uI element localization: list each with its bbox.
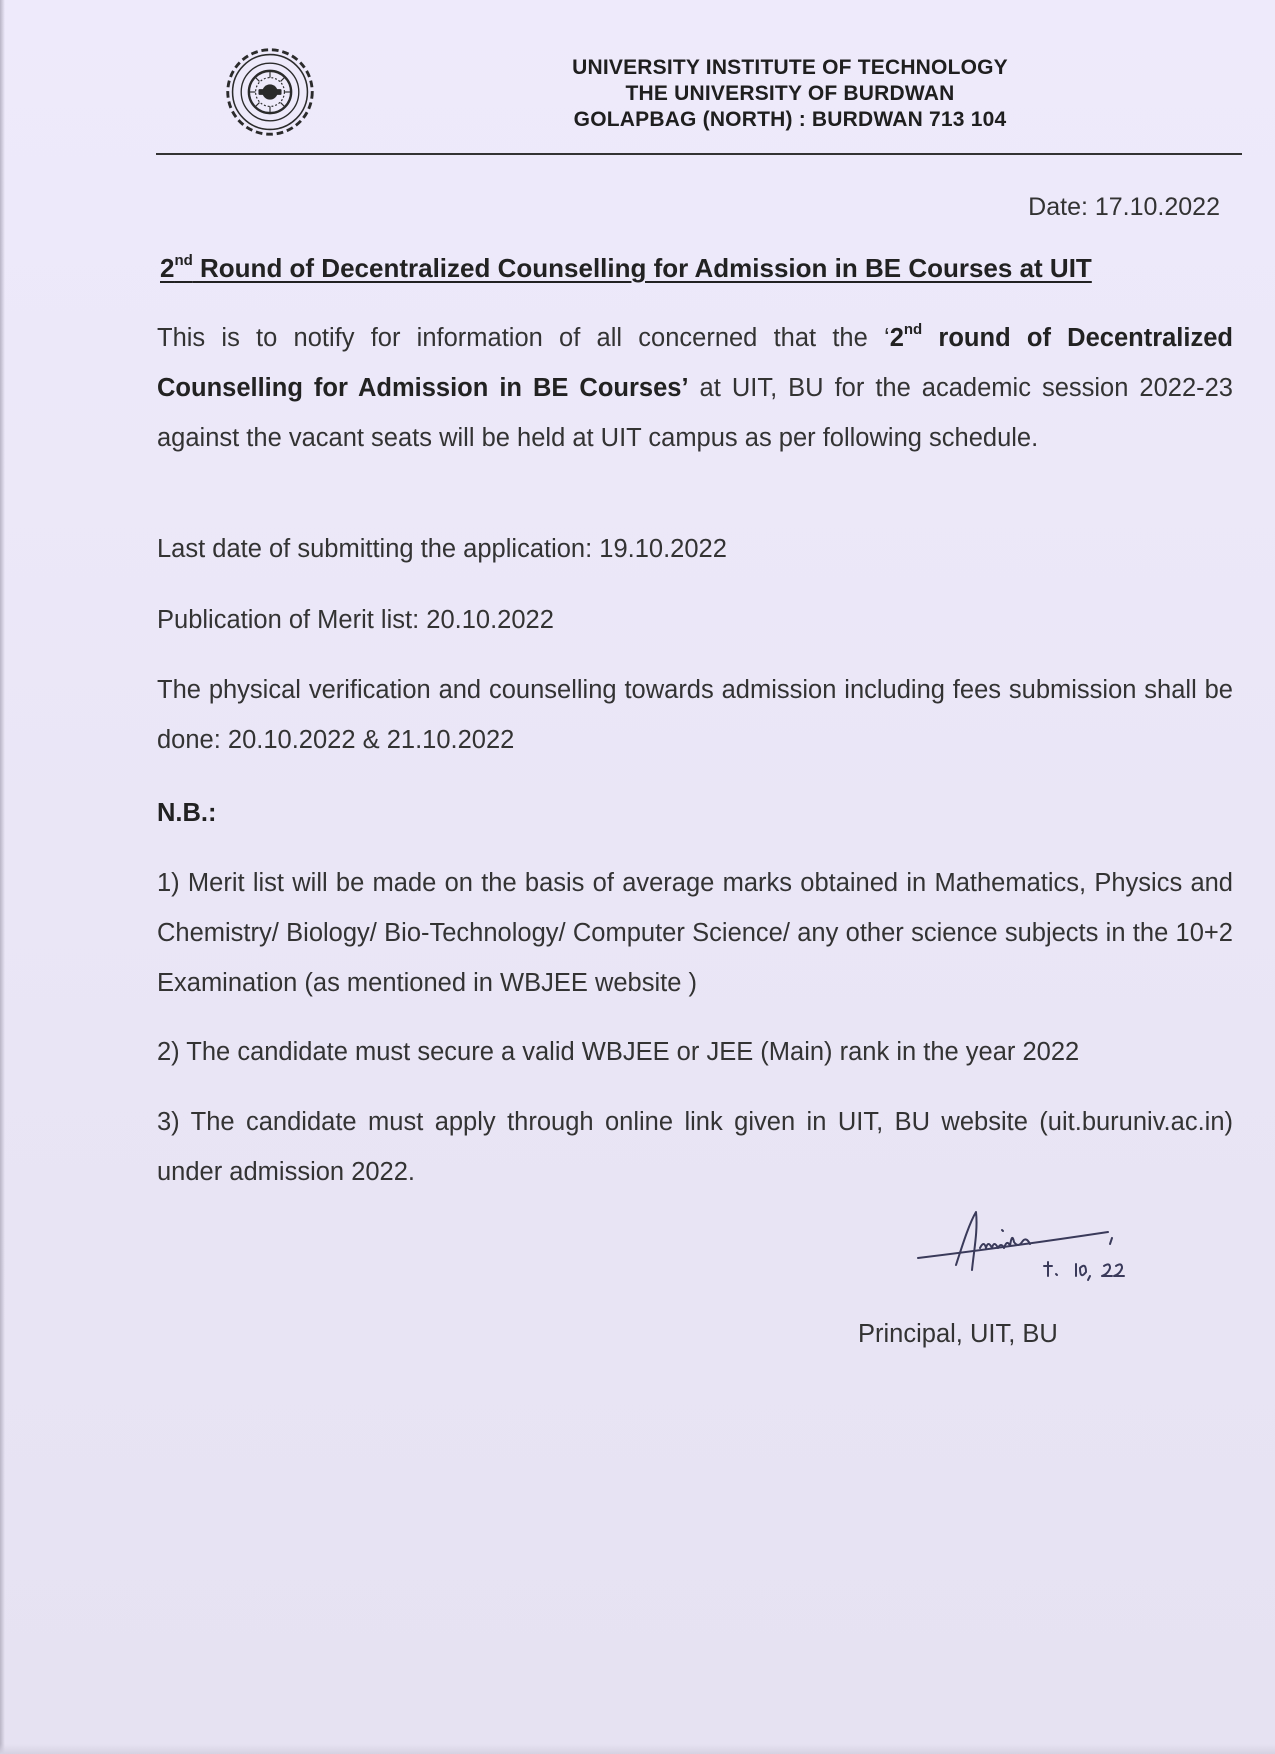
nb-item-2: 2) The candidate must secure a valid WBJEE or JEE (Main) rank in the year 2022 xyxy=(157,1038,1080,1066)
university-name: THE UNIVERSITY OF BURDWAN xyxy=(625,82,955,105)
title-ordinal-suffix: nd xyxy=(174,252,193,269)
intro-bold-text: round of Decentralized Counselling for Admission in BE Courses’ xyxy=(157,324,1233,402)
notice-date: Date: 17.10.2022 xyxy=(1028,193,1220,221)
university-seal-icon xyxy=(222,44,318,140)
intro-text-start: This is to notify for information of all concerned that the ‘ xyxy=(157,324,890,352)
nb-label: N.B.: xyxy=(157,799,217,827)
nb-item-3: 3) The candidate must apply through online link given in UIT, BU website (uit.buruniv.ac.in) under admission 2022. xyxy=(157,1108,1233,1186)
nb-item-1: 1) Merit list will be made on the basis of average marks obtained in Mathematics, Physics and Chemistry/ Biology/ Bio-Technology/ Computer Science/ any other science subjects in the 10+2 Examination (as mentioned in WBJEE website ) xyxy=(157,869,1233,997)
institution-address: GOLAPBAG (NORTH) : BURDWAN 713 104 xyxy=(573,108,1007,131)
title-text: Round of Decentralized Counselling for Admission in BE Courses at UIT xyxy=(192,253,1092,283)
intro-bold-ordinal-suffix: nd xyxy=(903,321,923,338)
title-number: 2 xyxy=(160,253,175,283)
physical-verification-paragraph: The physical verification and counselling towards admission including fees submission shall be done: 20.10.2022 & 21.10.2022 xyxy=(157,676,1233,754)
intro-text-end: at UIT, BU for the academic session 2022-23 against the vacant seats will be held at UIT campus as per following schedule. xyxy=(157,374,1233,452)
merit-publication-line: Publication of Merit list: 20.10.2022 xyxy=(157,606,554,634)
scan-left-edge xyxy=(0,0,5,1754)
intro-bold-number: 2 xyxy=(889,324,904,352)
principal-designation: Principal, UIT, BU xyxy=(858,1320,1058,1348)
principal-signature xyxy=(908,1200,1178,1310)
last-date-line: Last date of submitting the application: 19.10.2022 xyxy=(157,535,727,563)
intro-paragraph xyxy=(157,305,1233,463)
header-divider xyxy=(156,153,1242,155)
scan-bottom-edge xyxy=(0,1744,1275,1754)
notice-title xyxy=(160,252,1224,284)
institution-header xyxy=(470,55,1110,133)
institution-name: UNIVERSITY INSTITUTE OF TECHNOLOGY xyxy=(572,56,1008,79)
